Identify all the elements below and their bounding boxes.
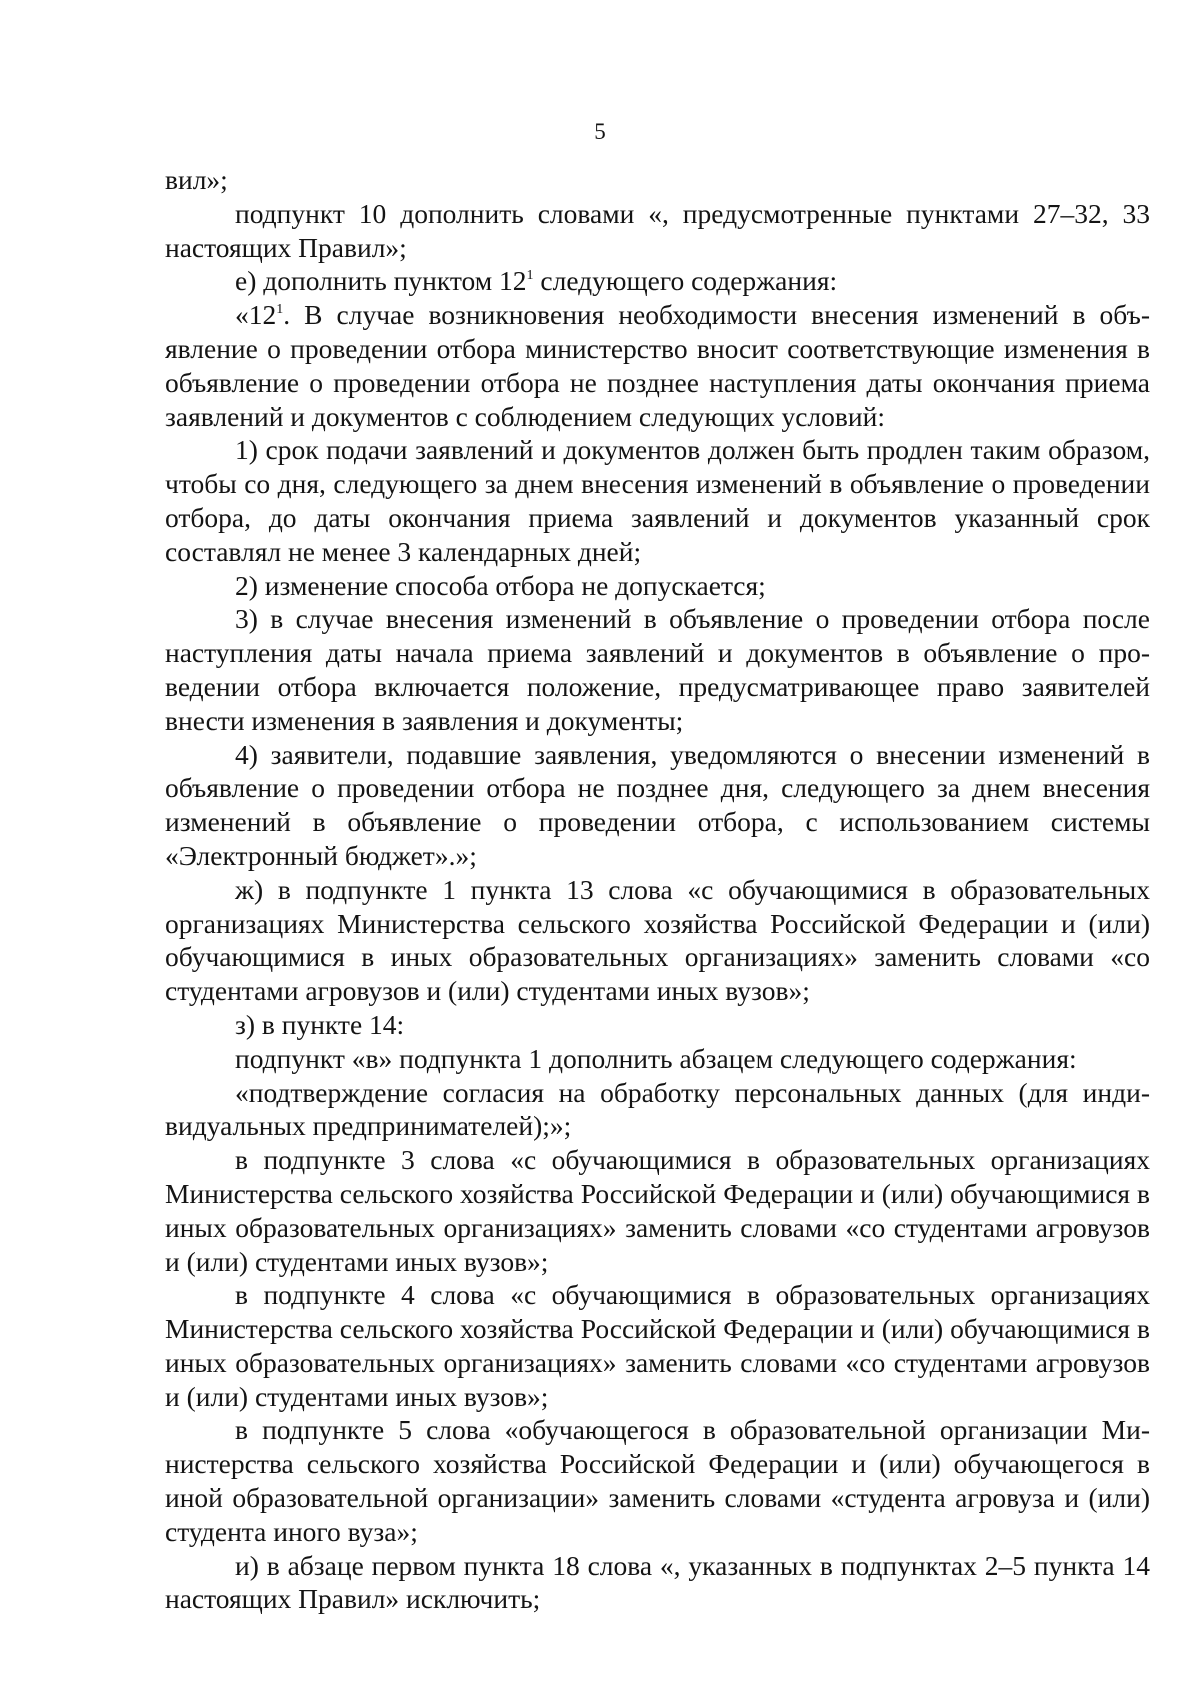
paragraph: 2) изменение способа отбора не допускается;: [235, 569, 766, 601]
paragraph: в подпункте 4 слова «с обучающимися в образовательных организациях Министерства сельского хозяйства Российской Федерации и (или) обучающимися в иных образовательных организациях» заменить словами «со студентами агровузов и (или) студентами иных вузов»;: [165, 1279, 1150, 1412]
paragraph: з) в пункте 14:: [235, 1008, 405, 1040]
paragraph: подпункт «в» подпункта 1 дополнить абзацем следующего содержания:: [235, 1042, 1077, 1074]
paragraph: 1) срок подачи заявлений и документов должен быть продлен таким образом, чтобы со дня, следующего за днем внесения изменений в объявление о проведении отбора, до даты окончания приема заявлений и документов указанный срок составлял не менее 3 календарных дней;: [165, 434, 1150, 567]
superscript: 1: [276, 302, 284, 318]
paragraph: е) дополнить пунктом $12^1$ следующего содержания:: [235, 265, 838, 297]
paragraph: 4) заявители, подавшие заявления, уведомляются о внесении изменений в объявление о проведении отбора не позднее дня, следующего за днем внесения изменений в объявление о проведении отбора, с использованием системы «Электронный бюджет».»;: [165, 738, 1150, 871]
page-number: 5: [594, 119, 606, 144]
paragraph: 3) в случае внесения изменений в объявление о проведении отбора после наступления даты начала приема заявлений и документов в объявление о проведении отбора включается положение, предусматривающее право заявителей внести изменения в заявления и документы;: [165, 603, 1150, 736]
paragraph: в подпункте 5 слова «обучающегося в образовательной организации Министерства сельского хозяйства Российской Федерации и (или) обучающегося в иной образовательной организации» заменить словами «студента агровуза и (или) студента иного вуза»;: [165, 1414, 1150, 1547]
paragraph: ж) в подпункте 1 пункта 13 слова «с обучающимися в образовательных организациях Министерства сельского хозяйства Российской Федерации и (или) обучающимися в иных образовательных организациях» заменить словами «со студентами агровузов и (или) студентами иных вузов»;: [165, 873, 1150, 1007]
document-body: [165, 163, 1150, 1616]
paragraph: «$12^1$. В случае возникновения необходимости внесения изменений в объявление о проведении отбора министерство вносит соответствующие изменения в объявление о проведении отбора не позднее наступления даты окончания приема заявлений и документов с соблюдением следующих условий:: [165, 299, 1150, 432]
paragraph: подпункт 10 дополнить словами «, предусмотренные пунктами 27–32, 33 настоящих Правил»;: [165, 197, 1150, 263]
paragraph: в подпункте 3 слова «с обучающимися в образовательных организациях Министерства сельского хозяйства Российской Федерации и (или) обучающимися в иных образовательных организациях» заменить словами «со студентами агровузов и (или) студентами иных вузов»;: [165, 1144, 1150, 1277]
paragraph: и) в абзаце первом пункта 18 слова «, указанных в подпунктах 2–5 пункта 14 настоящих Правил» исключить;: [165, 1549, 1150, 1615]
superscript: 1: [526, 268, 534, 284]
paragraph: вил»;: [165, 164, 228, 195]
paragraph: «подтверждение согласия на обработку персональных данных (для индивидуальных предпринимателей);»;: [165, 1076, 1150, 1142]
